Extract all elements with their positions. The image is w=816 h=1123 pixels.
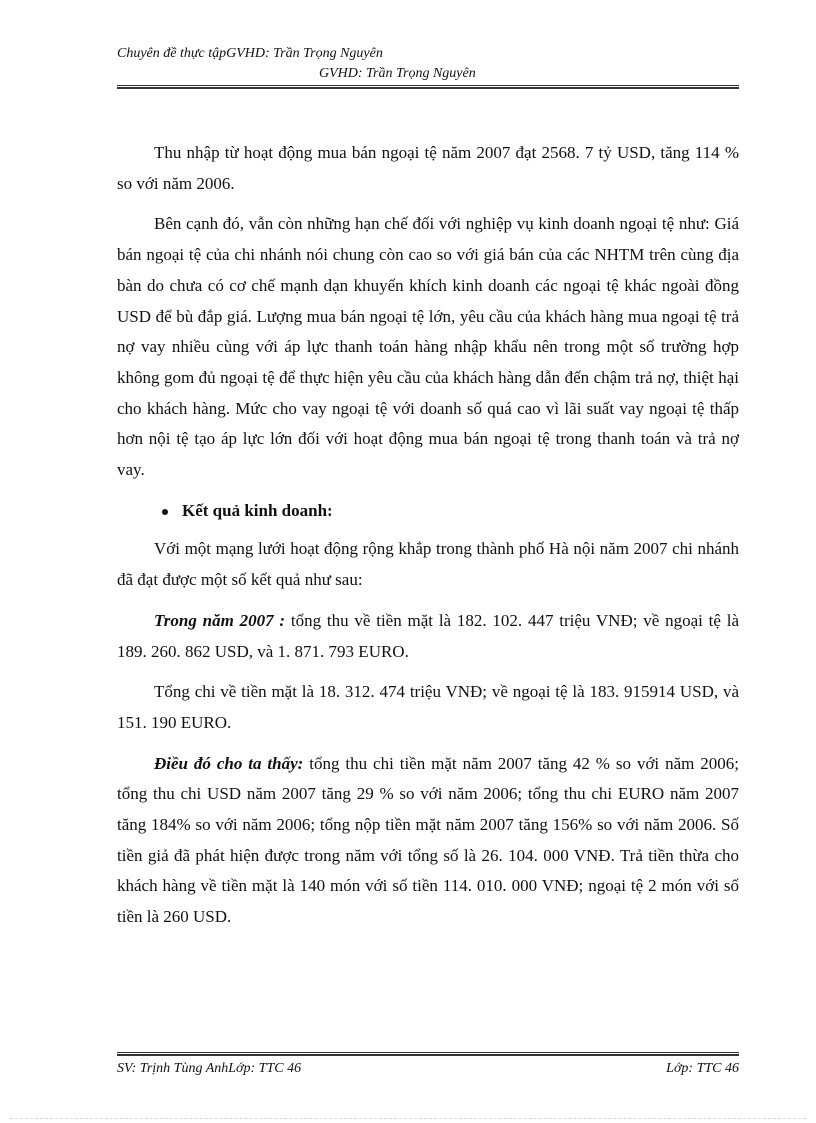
paragraph-network: Với một mạng lưới hoạt động rộng khắp trong thành phố Hà nội năm 2007 chi nhánh đã đạt được một số kết quả như sau: xyxy=(117,539,739,590)
paragraph-revenue-2007 xyxy=(117,606,739,667)
page-bottom-divider xyxy=(10,1118,806,1119)
bullet-list xyxy=(117,496,739,527)
paragraph-revenue-lead: Trong năm 2007 : xyxy=(154,610,286,630)
bullet-item xyxy=(162,496,739,527)
footer-student: SV: Trịnh Tùng AnhLớp: TTC 46 xyxy=(117,1061,302,1076)
header-rule xyxy=(117,85,739,89)
paragraph-conclusion-text: tổng thu chi tiền mặt năm 2007 tăng 42 % so với năm 2006; tổng thu chi USD năm 2007 tăng 29 % so với năm 2006; tổng thu chi EURO năm 2007 tăng 184% so với năm 2006; tổng nộp tiền mặt năm 2007 tăng 156% so với năm 2006. Số tiền giả đã phát hiện được trong năm với tổng số là 26. 104. 000 VNĐ. Trả tiền thừa cho khách hàng về tiền mặt là 140 món với số tiền 114. 010. 000 VNĐ; ngoại tệ 2 món với số tiền là 260 USD. xyxy=(117,753,739,927)
bullet-dot-icon xyxy=(162,509,168,515)
paragraph-conclusion-lead: Điều đó cho ta thấy: xyxy=(154,753,304,773)
paragraph-revenue-text: tổng thu về tiền mặt là 182. 102. 447 triệu VNĐ; về ngoại tệ là 189. 260. 862 USD, và 1. 871. 793 EURO. xyxy=(117,610,739,661)
footer-rule xyxy=(117,1052,739,1056)
header-line-2: GVHD: Trần Trọng Nguyên xyxy=(319,66,476,81)
page-footer xyxy=(117,1052,739,1082)
paragraph-income: Thu nhập từ hoạt động mua bán ngoại tệ năm 2007 đạt 2568. 7 tỷ USD, tăng 114 % so với năm 2006. xyxy=(117,143,739,193)
document-body xyxy=(117,138,739,943)
paragraph-limitations: Bên cạnh đó, vẫn còn những hạn chế đối với nghiệp vụ kinh doanh ngoại tệ như: Giá bán ngoại tệ của chi nhánh nói chung còn cao so với giá bán của các NHTM trên cùng địa bàn do chưa có cơ chế mạnh dạn khuyến khích kinh doanh các ngoại tệ khác ngoài đồng USD để bù đắp giá. Lượng mua bán ngoại tệ lớn, yêu cầu của khách hàng mua ngoại tệ trả nợ vay nhiều cùng với áp lực thanh toán hàng nhập khẩu nên trong một số trường hợp không gom đủ ngoại tệ để thực hiện yêu cầu của khách hàng dẫn đến chậm trả nợ, thiệt hại cho khách hàng. Mức cho vay ngoại tệ với doanh số quá cao vì lãi suất vay ngoại tệ thấp hơn nội tệ tạo áp lực lớn đối với hoạt động mua bán ngoại tệ trong thanh toán và trả nợ vay. xyxy=(117,214,739,480)
paragraph-expense: Tổng chi về tiền mặt là 18. 312. 474 triệu VNĐ; về ngoại tệ là 183. 915914 USD, và 151. 190 EURO. xyxy=(117,682,739,732)
bullet-heading: Kết quả kinh doanh: xyxy=(182,500,333,520)
header-line-1: Chuyên đề thực tậpGVHD: Trần Trọng Nguyên xyxy=(117,46,383,61)
paragraph-conclusion xyxy=(117,749,739,933)
footer-class: Lớp: TTC 46 xyxy=(666,1061,739,1076)
page-header xyxy=(117,46,739,92)
